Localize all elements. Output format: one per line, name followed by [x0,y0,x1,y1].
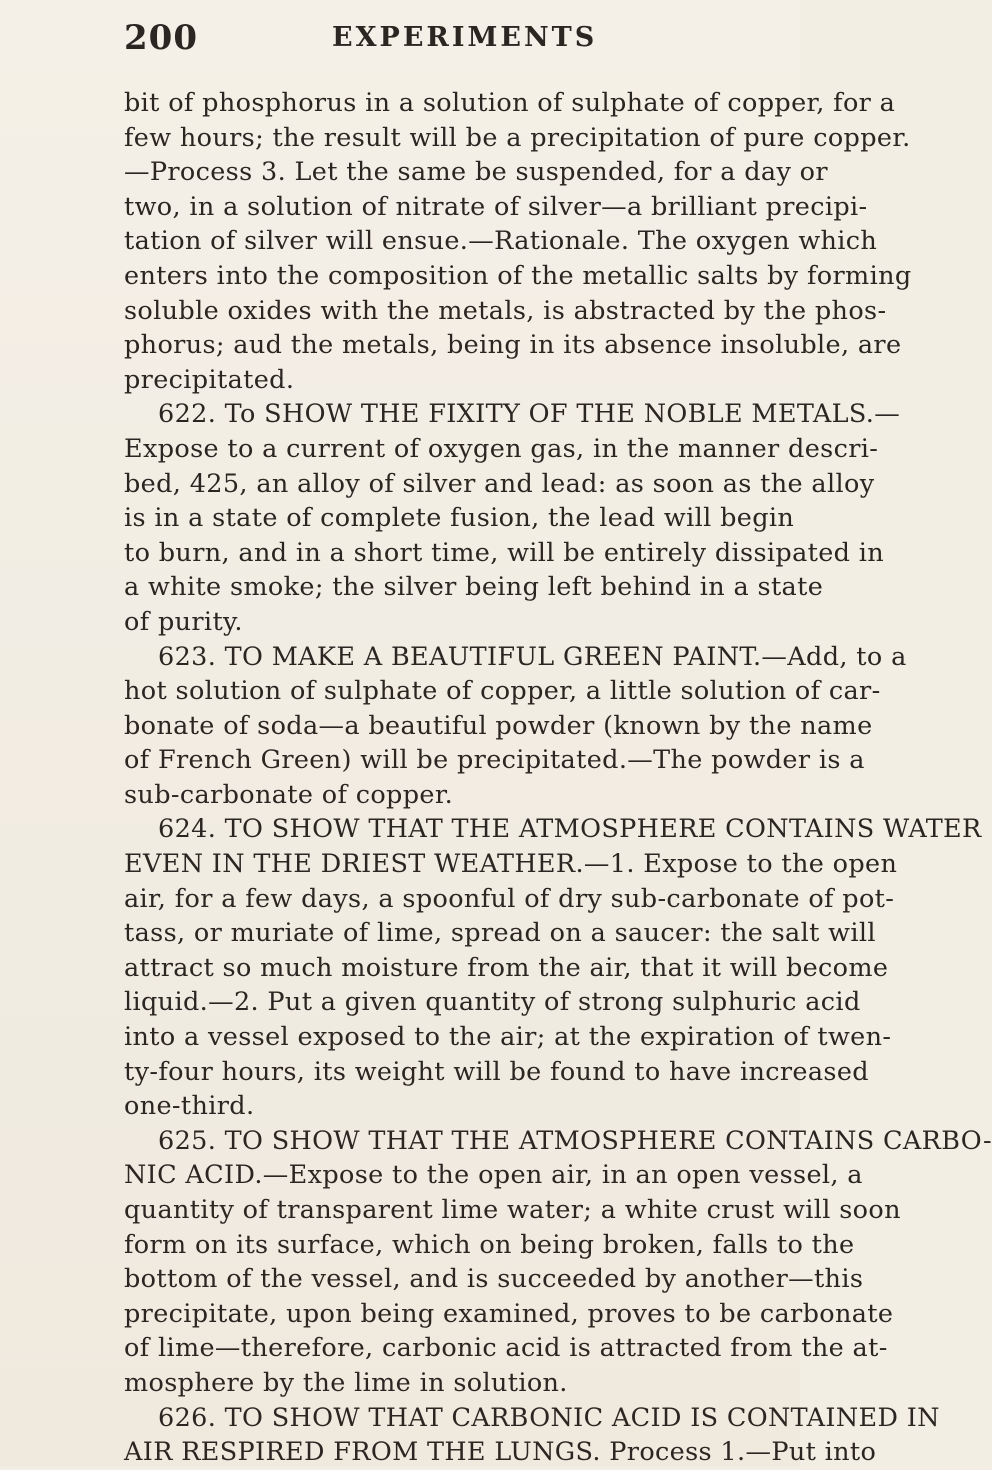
text-line: mosphere by the lime in solution. [124,1367,568,1398]
text-line: sub-carbonate of copper. [124,779,454,810]
text-line: NIC ACID.—Expose to the open air, in an open vessel, a [124,1160,863,1191]
text-line: one-third. [124,1091,255,1122]
text-line: bottom of the vessel, and is succeeded by another—this [124,1264,864,1295]
text-line: 623. TO MAKE A BEAUTIFUL GREEN PAINT.—Add, to a [158,641,907,672]
text-line: into a vessel exposed to the air; at the expiration of twen- [124,1022,892,1053]
text-line: soluble oxides with the metals, is abstracted by the phos- [124,295,887,326]
text-line: AIR RESPIRED FROM THE LUNGS. Process 1.—Put into [124,1437,877,1468]
body-text [124,86,992,1470]
page-number: 200 [124,18,198,58]
text-line: tation of silver will ensue.—Rationale. The oxygen which [124,226,878,257]
text-line: precipitate, upon being examined, proves to be carbonate [124,1298,894,1329]
text-line: bed, 425, an alloy of silver and lead: as soon as the alloy [124,468,875,499]
text-line: attract so much moisture from the air, that it will become [124,952,889,983]
text-line: bonate of soda—a beautiful powder (known by the name [124,710,873,741]
text-line: precipitated. [124,364,295,395]
text-line: is in a state of complete fusion, the lead will begin [124,503,795,534]
text-line: liquid.—2. Put a given quantity of strong sulphuric acid [124,987,861,1018]
text-line: —Process 3. Let the same be suspended, for a day or [124,157,828,188]
text-line: 626. TO SHOW THAT CARBONIC ACID IS CONTAINED IN [158,1402,940,1433]
text-line: bit of phosphorus in a solution of sulphate of copper, for a [124,88,896,118]
text-line: few hours; the result will be a precipitation of pure copper. [124,122,911,153]
text-line: hot solution of sulphate of copper, a little solution of car- [124,676,881,707]
text-line: of French Green) will be precipitated.—The powder is a [124,745,865,776]
text-line: form on its surface, which on being broken, falls to the [124,1229,855,1260]
text-line: enters into the composition of the metallic salts by forming [124,260,912,291]
text-line: of purity. [124,606,243,637]
text-line: ty-four hours, its weight will be found to have increased [124,1056,869,1087]
text-line: to burn, and in a short time, will be entirely dissipated in [124,537,885,568]
text-line: air, for a few days, a spoonful of dry sub-carbonate of pot- [124,883,895,914]
running-title: EXPERIMENTS [332,22,598,53]
text-line: 625. TO SHOW THAT THE ATMOSPHERE CONTAINS CARBO- [158,1125,992,1156]
text-line: 622. To SHOW THE FIXITY OF THE NOBLE METALS.— [158,399,901,430]
text-line: phorus; aud the metals, being in its absence insoluble, are [124,330,902,361]
text-line: 624. TO SHOW THAT THE ATMOSPHERE CONTAINS WATER [158,814,982,845]
page-header [0,18,800,68]
text-line: two, in a solution of nitrate of silver—a brilliant precipi- [124,191,868,222]
text-line: tass, or muriate of lime, spread on a saucer: the salt will [124,918,876,949]
text-line: EVEN IN THE DRIEST WEATHER.—1. Expose to the open [124,849,898,880]
text-line: a white smoke; the silver being left behind in a state [124,572,824,603]
text-line: quantity of transparent lime water; a white crust will soon [124,1195,901,1225]
text-line: Expose to a current of oxygen gas, in the manner descri- [124,433,879,464]
text-line: of lime—therefore, carbonic acid is attracted from the at- [124,1333,888,1364]
